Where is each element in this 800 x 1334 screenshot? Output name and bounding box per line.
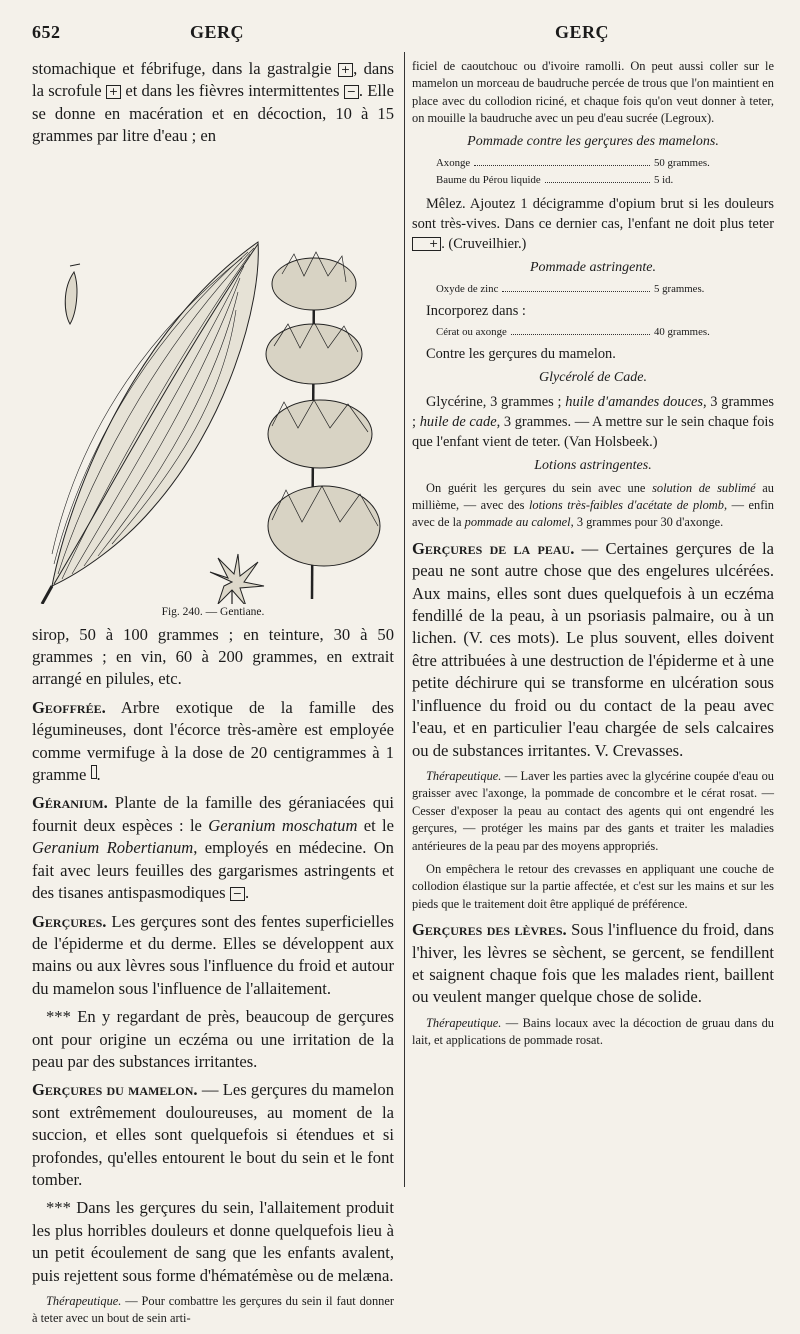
asterism-paragraph: *** Dans les gerçures du sein, l'allaitement produit les plus horribles douleurs et donne quelquefois lieu à un petit écoulement de sang que les enfants avalent, puis rejettent sous forme d'hématémèse ou de melæna. [32, 1198, 394, 1285]
minus-symbol-icon: − [230, 887, 245, 901]
recipe-title: Lotions astringentes. [534, 457, 652, 473]
recipe-row: Cérat ou axonge 40 grammes. [436, 325, 710, 338]
glycerole-paragraph: Glycérine, 3 grammes ; huile d'amandes douces, 3 grammes ; huile de cade, 3 grammes. — A mettre sur le sein chaque fois que l'enfant vient de teter. (Van Holsbeek.) [412, 393, 774, 450]
entry-subheading: Gerçures du mamelon. [32, 1080, 198, 1100]
entry-gercures-mamelon: Gerçures du mamelon. — Les gerçures du mamelon sont extrêmement douloureuses, au moment de la succion, et elles sont quelquefois si étendues et si profondes, qu'elles entourent le bout du sein et le font tomber. [32, 1080, 394, 1189]
left-column [32, 58, 394, 1334]
entry-headword: Geoffrée. [32, 697, 106, 717]
therapeutique-paragraph: Thérapeutique. — Pour combattre les gerçures du sein il faut donner à teter avec un bout de sein arti- [32, 1294, 394, 1326]
plus-symbol-icon: + [338, 63, 353, 77]
plus-symbol-icon: + [106, 85, 121, 99]
recipe-title: Pommade contre les gerçures des mamelons. [467, 133, 719, 149]
therapeutique-paragraph: Thérapeutique. — Bains locaux avec la décoction de gruau dans du lait, et applications de pommade rosat. [412, 1015, 774, 1048]
recipe-row: Baume du Pérou liquide 5 id. [436, 173, 674, 186]
recipe-row: Oxyde de zinc 5 grammes. [436, 282, 705, 295]
column-divider [404, 52, 405, 1187]
figure-caption: Fig. 240. — Gentiane. [161, 605, 265, 618]
lotions-paragraph: On guérit les gerçures du sein avec une solution de sublimé au millième, — avec des lotions très-faibles d'acétate de plomb, — enfin avec de la pommade au calomel, 3 grammes pour 30 d'axonge. [412, 480, 774, 530]
recipe-row: Axonge 50 grammes. [436, 156, 710, 169]
entry-subheading: Gerçures des lèvres. [412, 920, 567, 940]
recipe-title: Pommade astringente. [530, 259, 656, 275]
gentiane-figure [32, 154, 394, 624]
gentiane-usage-paragraph: stomachique et fébrifuge, dans la gastralgie + , dans la scrofule + et dans les fièvres intermittentes − . Elle se donne en macération et en décoction, 10 à 15 grammes par litre d'eau ; en [32, 59, 394, 146]
right-column [412, 58, 774, 1056]
entry-headword: Gerçures. [32, 911, 107, 931]
prevention-paragraph: On empêchera le retour des crevasses en appliquant une couche de collodion élastique sur la partie affectée, et c'est sur les mains et sur les pieds que le traitement doit être appliqué de préférence. [412, 861, 774, 911]
running-head-right: GERÇ [555, 22, 610, 42]
gentiane-illustration [32, 154, 394, 604]
square-symbol-icon [91, 765, 97, 779]
dosage-paragraph: sirop, 50 à 100 grammes ; en teinture, 30 à 50 grammes ; en vin, 60 à 200 grammes, en extrait arrangé en pilules, etc. [32, 624, 394, 689]
entry-subheading: Gerçures de la peau. [412, 538, 575, 558]
asterism-paragraph: *** En y regardant de près, beaucoup de gerçures ont pour origine un eczéma ou une irritation de la peau par des substances irritantes. [32, 1007, 394, 1071]
entry-geoffree: Geoffrée. Arbre exotique de la famille des légumineuses, dont l'écorce très-amère est employée comme vermifuge à la dose de 20 centigrammes à 1 gramme . [32, 697, 394, 785]
entry-headword: Géranium. [32, 793, 108, 813]
entry-gercures: Gerçures. Les gerçures sont des fentes superficielles de l'épiderme et du derme. Elles se développent aux mains ou aux lèvres sous l'influence du froid et autour du mamelon sous l'influence de l'allaitement. [32, 911, 394, 998]
continuation-paragraph: ficiel de caoutchouc ou d'ivoire ramolli. On peut aussi coller sur le mamelon un morceau de baudruche percée de trous que l'on maintient en place avec du collodion riciné, et chaque fois qu'on veut donner à teter, on mouille la baudruche avec un peu d'eau sucrée (Legroux). [412, 59, 774, 126]
minus-symbol-icon: − [344, 85, 359, 99]
running-head-left: GERÇ [190, 22, 245, 42]
recipe-instruction: Incorporez dans : [426, 302, 526, 319]
entry-gercures-levres: Gerçures des lèvres. Sous l'influence du froid, dans l'hiver, les lèvres se sèchent, se gercent, se fendillent et saignent chaque fois que les malades rient, baillent ou veulent manger quelque chose de solide. [412, 920, 774, 1007]
recipe-title: Glycérolé de Cade. [539, 369, 647, 385]
entry-geranium: Géranium. Plante de la famille des géraniacées qui fournit deux espèces : le Geranium moschatum et le Geranium Robertianum, employés en médecine. On fait avec leurs feuilles des gargarismes astringents et des tisanes antispasmodiques − . [32, 793, 395, 903]
therapeutique-paragraph: Thérapeutique. — Laver les parties avec la glycérine coupée d'eau ou graisser avec l'axonge, la pommade de concombre et le cérat rosat. — Cesser d'exposer la peau au contact des agents qui ont engendré les gerçures, — protéger les mains par des gants et traiter les maladies antérieures de la peau par des moyens appropriés. [412, 768, 774, 853]
recipe-indication: Contre les gerçures du mamelon. [426, 345, 616, 362]
entry-gercures-peau: Gerçures de la peau. — Certaines gerçures de la peau ne sont autre chose que des engelures ulcérées. Aux mains, elles sont dues quelquefois à un eczéma fendillé de la peau, à un psoriasis palmaire, ou à un lichen. (V. ces mots). Le plus souvent, elles doivent être attribuées à une destruction de l'épiderme et à une petite déchirure qui se transforme en ulcération sous l'influence du froid ou du contact de la peau avec l'eau, et en particulier l'eau chargée de sels calcaires ou de substances irritantes. V. Crevasses. [412, 538, 774, 760]
melez-paragraph: Mêlez. Ajoutez 1 décigramme d'opium brut si les douleurs sont très-vives. Dans ce dernier cas, l'enfant ne doit plus teter + . (Cruveilhier.) [412, 195, 774, 252]
plus-symbol-icon: + [412, 237, 441, 251]
page-number: 652 [32, 22, 61, 42]
